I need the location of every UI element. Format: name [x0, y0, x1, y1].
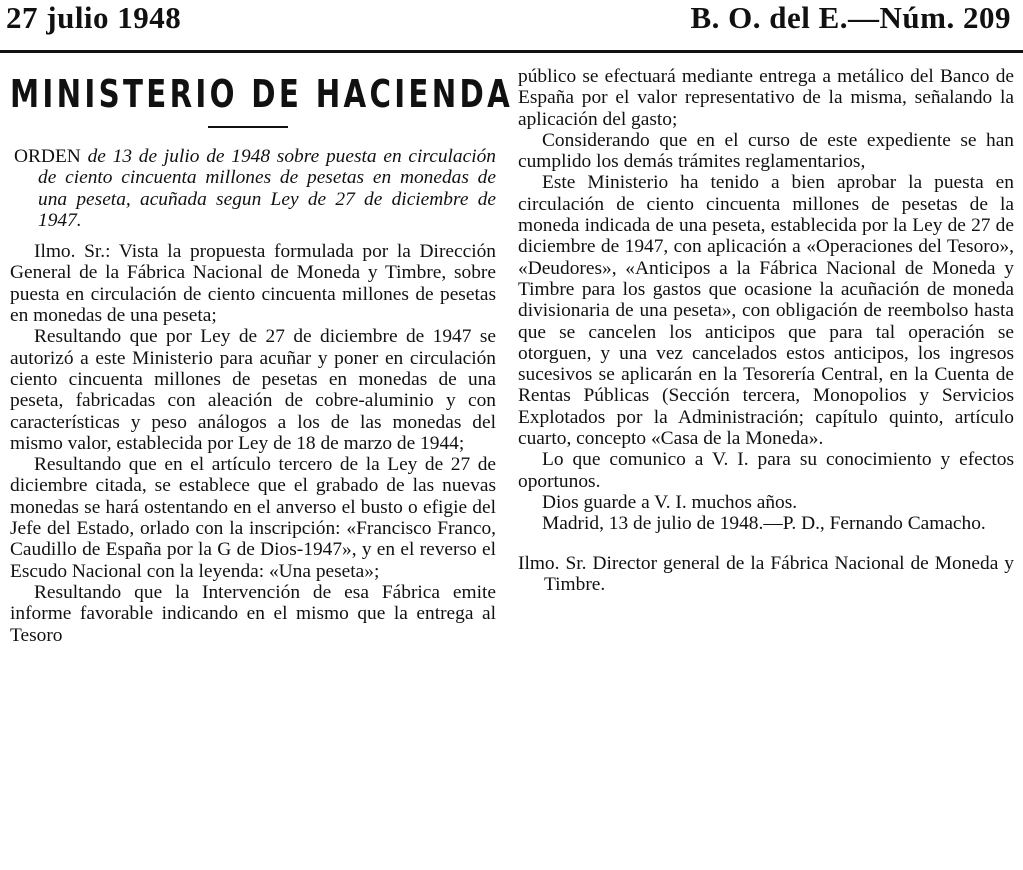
- publication-number: B. O. del E.—Núm. 209: [690, 0, 1011, 35]
- addressee: Ilmo. Sr. Director general de la Fábrica Nacional de Moneda y Timbre.: [518, 552, 1014, 595]
- paragraph: Resultando que la Intervención de esa Fábrica emite informe favorable indicando en el mismo que la entrega al Tesoro: [10, 581, 496, 646]
- paragraph: Considerando que en el curso de este expediente se han cumplido los demás trámites reglamentarios,: [518, 129, 1014, 173]
- signature-line: Madrid, 13 de julio de 1948.—P. D., Fernando Camacho.: [542, 513, 986, 535]
- orden-label: ORDEN: [14, 146, 81, 167]
- right-column: [518, 66, 1014, 595]
- issue-date: 27 julio 1948: [6, 0, 182, 35]
- title-divider: [208, 126, 288, 128]
- header-rule: [0, 50, 1023, 53]
- ministry-title: MINISTERIO DE HACIENDA: [10, 72, 514, 116]
- paragraph: Resultando que por Ley de 27 de diciembre de 1947 se autorizó a este Ministerio para acuñar y poner en circulación ciento cincuenta millones de pesetas en monedas de una peseta, fabricadas con aleación de cobre-aluminio y con características y peso análogos a los de las monedas del mismo valor, establecida por Ley de 18 de marzo de 1944;: [10, 326, 496, 454]
- orden-summary: [10, 146, 496, 231]
- spacer: [518, 535, 1014, 553]
- paragraph: Resultando que en el artículo tercero de la Ley de 27 de diciembre citada, se establece que el grabado de las nuevas monedas se hará ostentando en el anverso el busto o efigie del Jefe del Estado, orlado con la inscripción: «Francisco Franco, Caudillo de España por la G de Dios-1947», y en el reverso el Escudo Nacional con la leyenda: «Una peseta»;: [10, 454, 496, 582]
- paragraph: Este Ministerio ha tenido a bien aprobar la puesta en circulación de ciento cincuenta millones de pesetas de la moneda indicada de una peseta, establecida por la Ley de 27 de diciembre de 1947, con aplicación a «Operaciones del Tesoro», «Deudores», «Anticipos a la Fábrica Nacional de Moneda y Timbre para los gastos que ocasione la acuñación de moneda divisionaria de una peseta», con obligación de reembolso hasta que se cancelen los anticipos que para tal operación se otorguen, y una vez cancelados estos anticipos, los ingresos sucesivos se aplicarán en la Tesorería Central, en la Cuenta de Rentas Públicas (Sección tercera, Monopolios y Servicios Explotados por la Administración; capítulo quinto, artículo cuarto, concepto «Casa de la Moneda».: [518, 172, 1014, 450]
- left-column: [10, 56, 514, 646]
- paragraph: Ilmo. Sr.: Vista la propuesta formulada por la Dirección General de la Fábrica Nacional de Moneda y Timbre, sobre puesta en circulación de ciento cincuenta millones de pesetas en monedas de una peseta;: [10, 241, 496, 327]
- paragraph: Lo que comunico a V. I. para su conocimiento y efectos oportunos.: [518, 449, 1014, 492]
- orden-description: de 13 de julio de 1948 sobre puesta en circulación de ciento cincuenta millones de pesetas en monedas de una peseta, acuñada segun Ley de 27 de diciembre de 1947.: [38, 146, 496, 231]
- page-header: [0, 0, 1023, 48]
- paragraph: Dios guarde a V. I. muchos años.: [542, 491, 798, 513]
- paragraph: público se efectuará mediante entrega a metálico del Banco de España por el valor representativo de la misma, señalando la aplicación del gasto;: [518, 66, 1014, 130]
